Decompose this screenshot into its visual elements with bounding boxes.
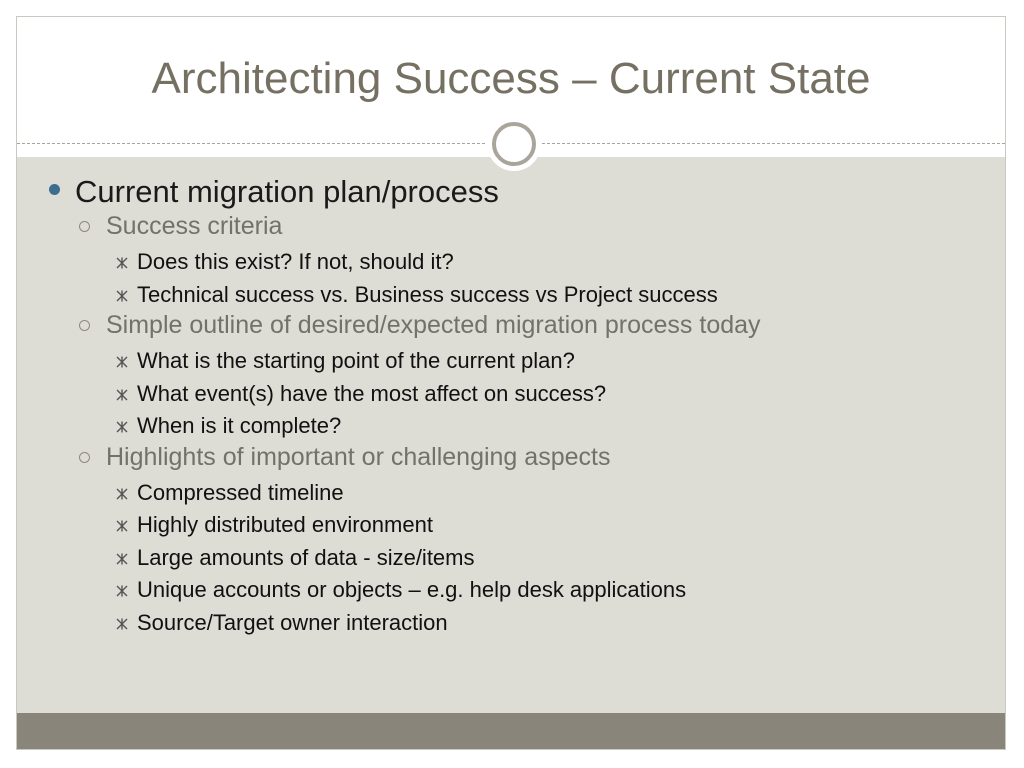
slide <box>16 16 1006 750</box>
x-star-bullet-icon <box>116 520 128 532</box>
hollow-circle-bullet-icon <box>79 452 90 463</box>
bullet-level3: Does this exist? If not, should it? <box>137 249 454 274</box>
bullet-level2-highlights: Highlights of important or challenging aspects <box>106 443 611 471</box>
slide-title: Architecting Success – Current State <box>151 54 871 103</box>
bullet-level3: Technical success vs. Business success vs Project success <box>137 282 718 307</box>
x-star-bullet-icon <box>116 257 128 269</box>
bullet-level3: What is the starting point of the current plan? <box>137 348 575 373</box>
bullet-level3: Large amounts of data - size/items <box>137 545 475 570</box>
bullet-level3: Highly distributed environment <box>137 512 433 537</box>
bottom-bar <box>17 713 1005 749</box>
hollow-circle-bullet-icon <box>79 221 90 232</box>
x-star-bullet-icon <box>116 585 128 597</box>
bullet-level3: Unique accounts or objects – e.g. help desk applications <box>137 577 687 602</box>
x-star-bullet-icon <box>116 553 128 565</box>
filled-circle-bullet-icon <box>49 184 60 195</box>
bullet-level3: Compressed timeline <box>137 480 344 505</box>
circle-ring-ornament-icon <box>492 122 536 166</box>
x-star-bullet-icon <box>116 290 128 302</box>
x-star-bullet-icon <box>116 488 128 500</box>
hollow-circle-bullet-icon <box>79 320 90 331</box>
bullet-level3: When is it complete? <box>137 413 342 438</box>
x-star-bullet-icon <box>116 421 128 433</box>
bullet-level3: Source/Target owner interaction <box>137 610 448 635</box>
bullet-level1: Current migration plan/process <box>75 174 499 209</box>
x-star-bullet-icon <box>116 618 128 630</box>
x-star-bullet-icon <box>116 389 128 401</box>
bullet-level2-outline: Simple outline of desired/expected migration process today <box>106 311 761 339</box>
bullet-level2-success-criteria: Success criteria <box>106 212 283 240</box>
x-star-bullet-icon <box>116 356 128 368</box>
bullet-level3: What event(s) have the most affect on success? <box>137 381 607 406</box>
